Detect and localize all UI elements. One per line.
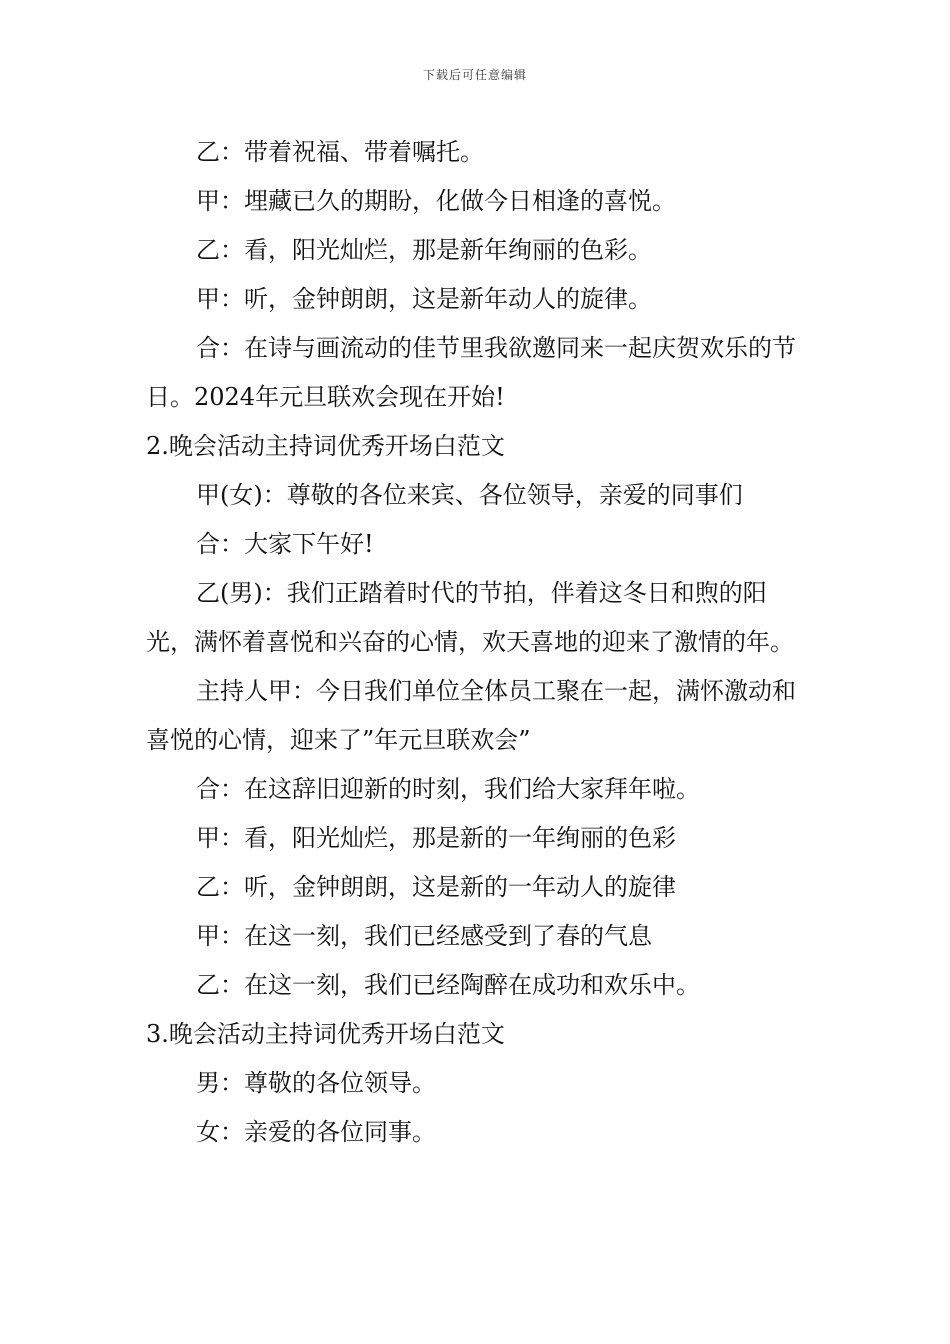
paragraph: 合：大家下午好! <box>196 530 374 558</box>
paragraph: 甲：在这一刻，我们已经感受到了春的气息 <box>196 922 652 950</box>
paragraph: 甲：看，阳光灿烂，那是新的一年绚丽的色彩 <box>196 824 676 852</box>
section-heading: 3.晚会活动主持词优秀开场白范文 <box>146 1020 505 1048</box>
document-body <box>146 128 812 1157</box>
page-header: 下载后可任意编辑 <box>422 68 527 82</box>
paragraph: 乙：在这一刻，我们已经陶醉在成功和欢乐中。 <box>196 971 700 999</box>
paragraph: 合：在诗与画流动的佳节里我欲邀同来一起庆贺欢乐的节日。2024年元旦联欢会现在开始! <box>146 334 796 411</box>
paragraph: 乙：听，金钟朗朗，这是新的一年动人的旋律 <box>196 873 676 901</box>
paragraph: 乙(男)：我们正踏着时代的节拍，伴着这冬日和煦的阳光，满怀着喜悦和兴奋的心情，欢天喜地的迎来了激情的年。 <box>146 579 794 656</box>
paragraph: 男：尊敬的各位领导。 <box>196 1069 436 1097</box>
paragraph: 女：亲爱的各位同事。 <box>196 1118 436 1146</box>
paragraph: 甲：埋藏已久的期盼，化做今日相逢的喜悦。 <box>196 187 676 215</box>
paragraph: 甲(女)：尊敬的各位来宾、各位领导，亲爱的同事们 <box>196 481 743 509</box>
paragraph: 乙：带着祝福、带着嘱托。 <box>196 138 484 166</box>
paragraph: 乙：看，阳光灿烂，那是新年绚丽的色彩。 <box>196 236 652 264</box>
section-heading: 2.晚会活动主持词优秀开场白范文 <box>146 432 505 460</box>
paragraph: 合：在这辞旧迎新的时刻，我们给大家拜年啦。 <box>196 775 700 803</box>
paragraph: 甲：听，金钟朗朗，这是新年动人的旋律。 <box>196 285 652 313</box>
paragraph: 主持人甲：今日我们单位全体员工聚在一起，满怀激动和喜悦的心情，迎来了”年元旦联欢会” <box>146 677 796 754</box>
